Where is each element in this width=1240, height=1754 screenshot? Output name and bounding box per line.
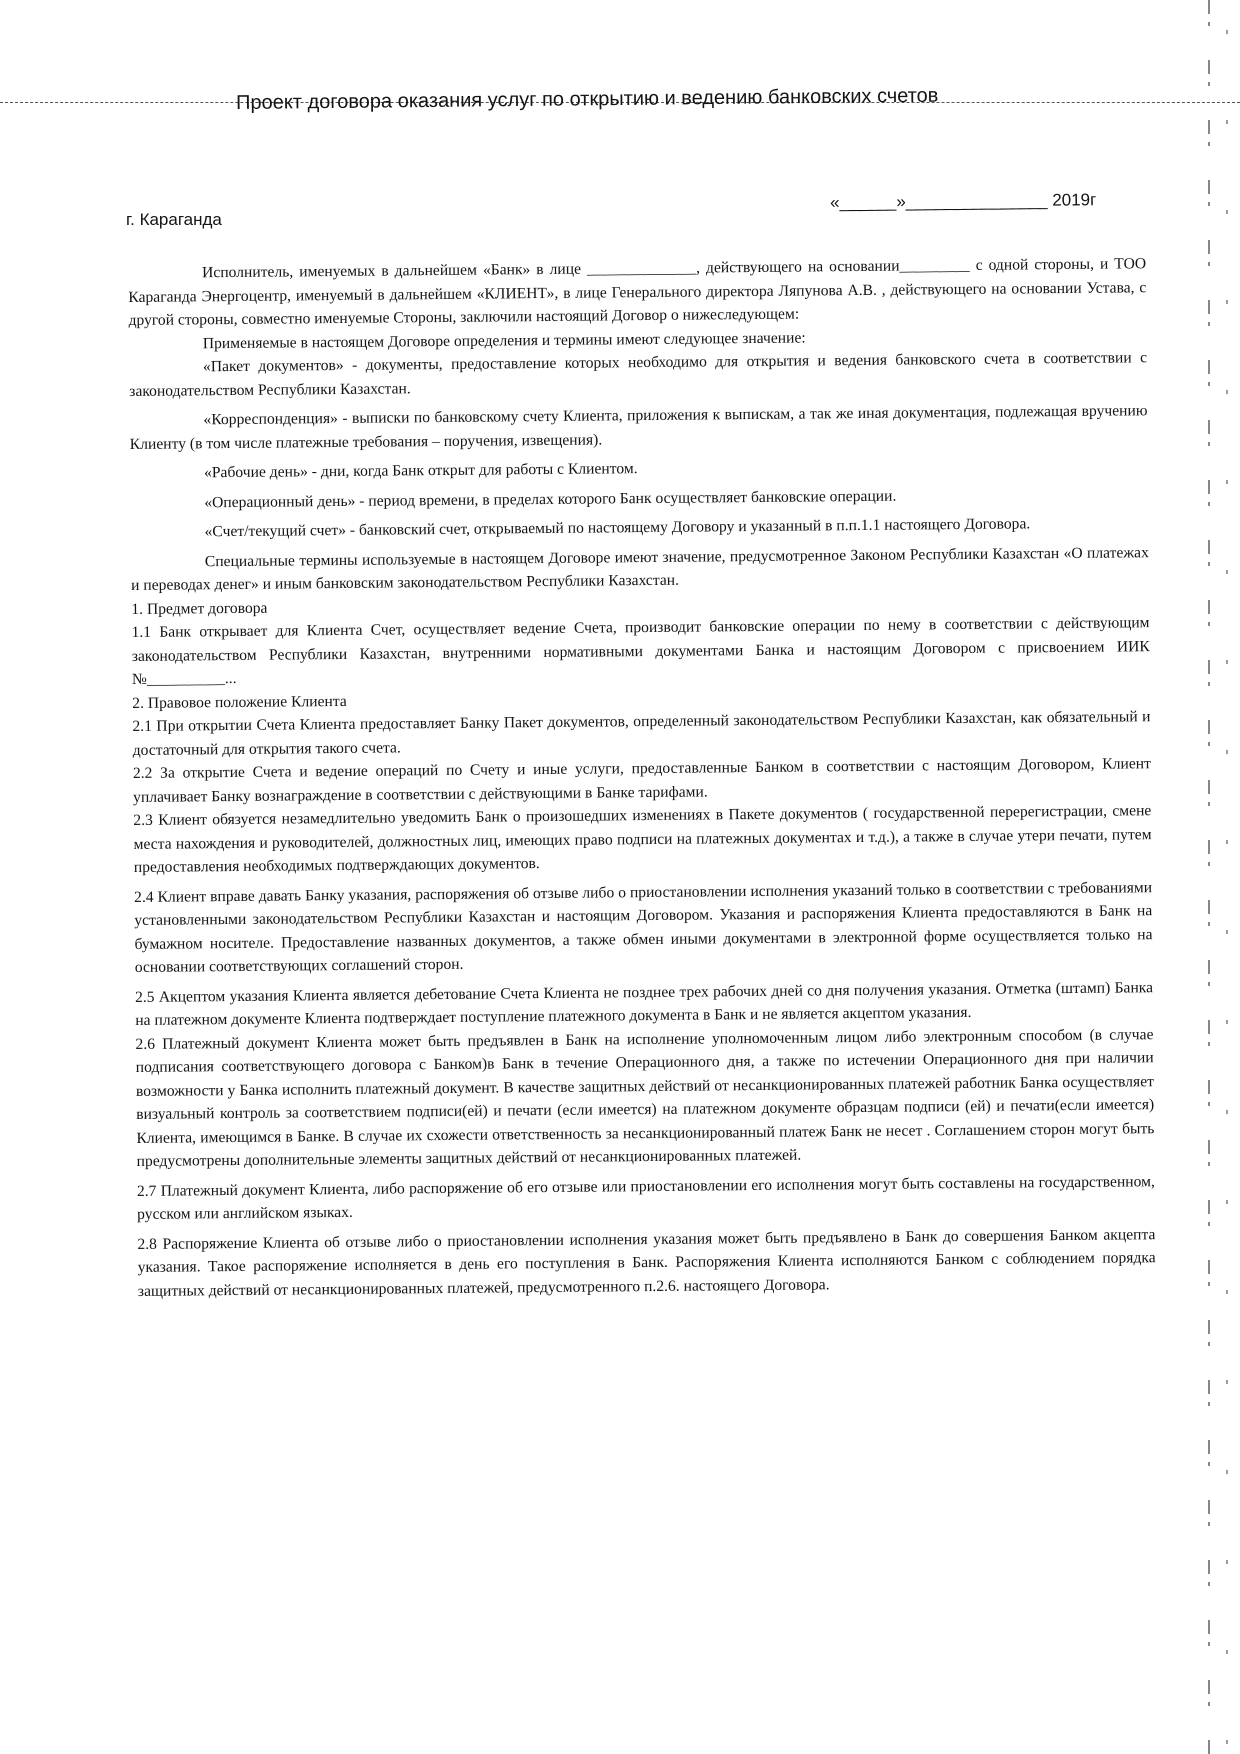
definition-correspondence: «Корреспонденция» - выписки по банковскому счету Клиента, приложения к выпискам, а так же иная документация, подлежащая вручению Клиенту (в том числе платежные требования – поручения, извещения). xyxy=(129,402,1148,453)
clause-2-1: 2.1 При открытии Счета Клиента предоставляет Банку Пакет документов, определенный законодательством Республики Казахстан, как обязательный и достаточный для открытия такого счета. xyxy=(132,708,1151,759)
clause-2-4: 2.4 Клиент вправе давать Банку указания, распоряжения об отзыве либо о приостановлении исполнения указаний только в соответствии с требованиями установленными законодательством Республики Казахстан и настоящим Договором. Указания и распоряжения Клиента предоставляются в Банк на бумажном носителе. Предоставление названных документов, а также обмен иными документами в электронной форме осуществляется только на основании соответствующих соглашений сторон. xyxy=(134,878,1153,976)
clause-1-1: 1.1 Банк открывает для Клиента Счет, осуществляет ведение Счета, производит банковские операции по нему в соответствии с действующим законодательством Республики Казахстан, внутренними нормативными документами Банка и настоящим Договором с присвоением ИИК №__________... xyxy=(131,614,1150,688)
preamble: Исполнитель, именуемых в дальнейшем «Банк» в лице ______________, действующего на основании_________ с одной стороны, и ТОО Караганда Энергоцентр, именуемый в дальнейшем «КЛИЕНТ», в лице Генерального директора Ляпунова А.В. , действующего на основании Устава, с другой стороны, совместно именуемые Стороны, заключили настоящий Договор о нижеследующем: xyxy=(128,255,1147,329)
clause-2-7: 2.7 Платежный документ Клиента, либо распоряжение об его отзыве или приостановлении его исполнения могут быть составлены на государственном, русском или английском языках. xyxy=(136,1172,1155,1223)
clause-2-8: 2.8 Распоряжение Клиента об отзыве либо о приостановлении исполнения указания может быть предъявлено в Банк до совершения Банком акцепта указания. Такое распоряжение исполняется в день его поступления в Банк. Распоряжения Клиента исполняются Банком с соблюдением порядка защитных действий от несанкционированных платежей, предусмотренного п.2.6. настоящего Договора. xyxy=(137,1225,1156,1300)
definitions-intro: Применяемые в настоящем Договоре определения и термины имеют следующее значение: xyxy=(202,328,806,352)
definition-operational-day: «Операционный день» - период времени, в пределах которого Банк осуществляет банковские операции. xyxy=(204,487,897,511)
clause-2-5: 2.5 Акцептом указания Клиента является дебетование Счета Клиента не позднее трех рабочих дней со дня получения указания. Отметка (штамп) Банка на платежном документе Клиента подтверждает поступление платежного документа в Банк и не является акцептом указания. xyxy=(134,978,1154,1029)
definition-special-terms: Специальные термины используемые в настоящем Договоре имеют значение, предусмотренное Законом Республики Казахстан «О платежах и переводах денег» и иным банковским законодательством Республики Казахстан. xyxy=(131,543,1149,594)
section-2-heading: 2. Правовое положение Клиента xyxy=(132,692,347,712)
clause-2-2: 2.2 За открытие Счета и ведение операций по Счету и иные услуги, предоставленные Банком в соответствии с настоящим Договором, Клиент уплачивает Банку вознаграждение в соответствии с действующими в Банке тарифами. xyxy=(132,755,1151,806)
scan-edge-marks xyxy=(1208,0,1210,1754)
definition-working-days: «Рабочие день» - дни, когда Банк открыт для работы с Клиентом. xyxy=(203,460,638,482)
definition-document-package: «Пакет документов» - документы, предоставление которых необходимо для открытия и ведения банковского счета в соответствии с законодательством Республики Казахстан. xyxy=(129,349,1148,400)
document-title: Проект договора оказания услуг по открытию и ведению банковских счетов xyxy=(236,84,939,114)
clause-2-3: 2.3 Клиент обязуется незамедлительно уведомить Банк о произошедших изменениях в Пакете документов ( государственной перерегистрации, смене места нахождения и руководителей, должностных лиц, имеющих право подписи на платежных документах и т.д.), а также в случае утери печати, путем предоставления необходимых подтверждающих документов. xyxy=(133,802,1152,876)
section-1-heading: 1. Предмет договора xyxy=(131,599,268,618)
document-body xyxy=(128,252,1156,1303)
city: г. Караганда xyxy=(126,210,222,229)
contract-date: «______»_______________ 2019г xyxy=(830,190,1097,212)
scan-edge-marks-secondary xyxy=(1226,0,1228,1754)
clause-2-6: 2.6 Платежный документ Клиента может быть предъявлен в Банк на исполнение уполномоченным лицом либо электронным способом (в случае подписания соответствующего договора с Банком)в Банк в течение Операционного дня, а также по истечении Операционного дня при наличии возможности у Банка исполнить платежный документ. В качестве защитных действий от несанкционированных платежей работник Банка осуществляет визуальный контроль за соответствием подписи(ей) и печати (если имеется) на платежном документе образцам подписи (ей) и печати(если имеется) Клиента, имеющимся в Банке. В случае их схожести ответственность за несанкционированный платеж Банк не несет . Соглашением сторон могут быть предусмотрены дополнительные элементы защитных действий от несанкционированных платежей. xyxy=(135,1025,1155,1170)
definition-account: «Счет/текущий счет» - банковский счет, открываемый по настоящему Договору и указанный в п.п.1.1 настоящего Договора. xyxy=(204,515,1031,541)
